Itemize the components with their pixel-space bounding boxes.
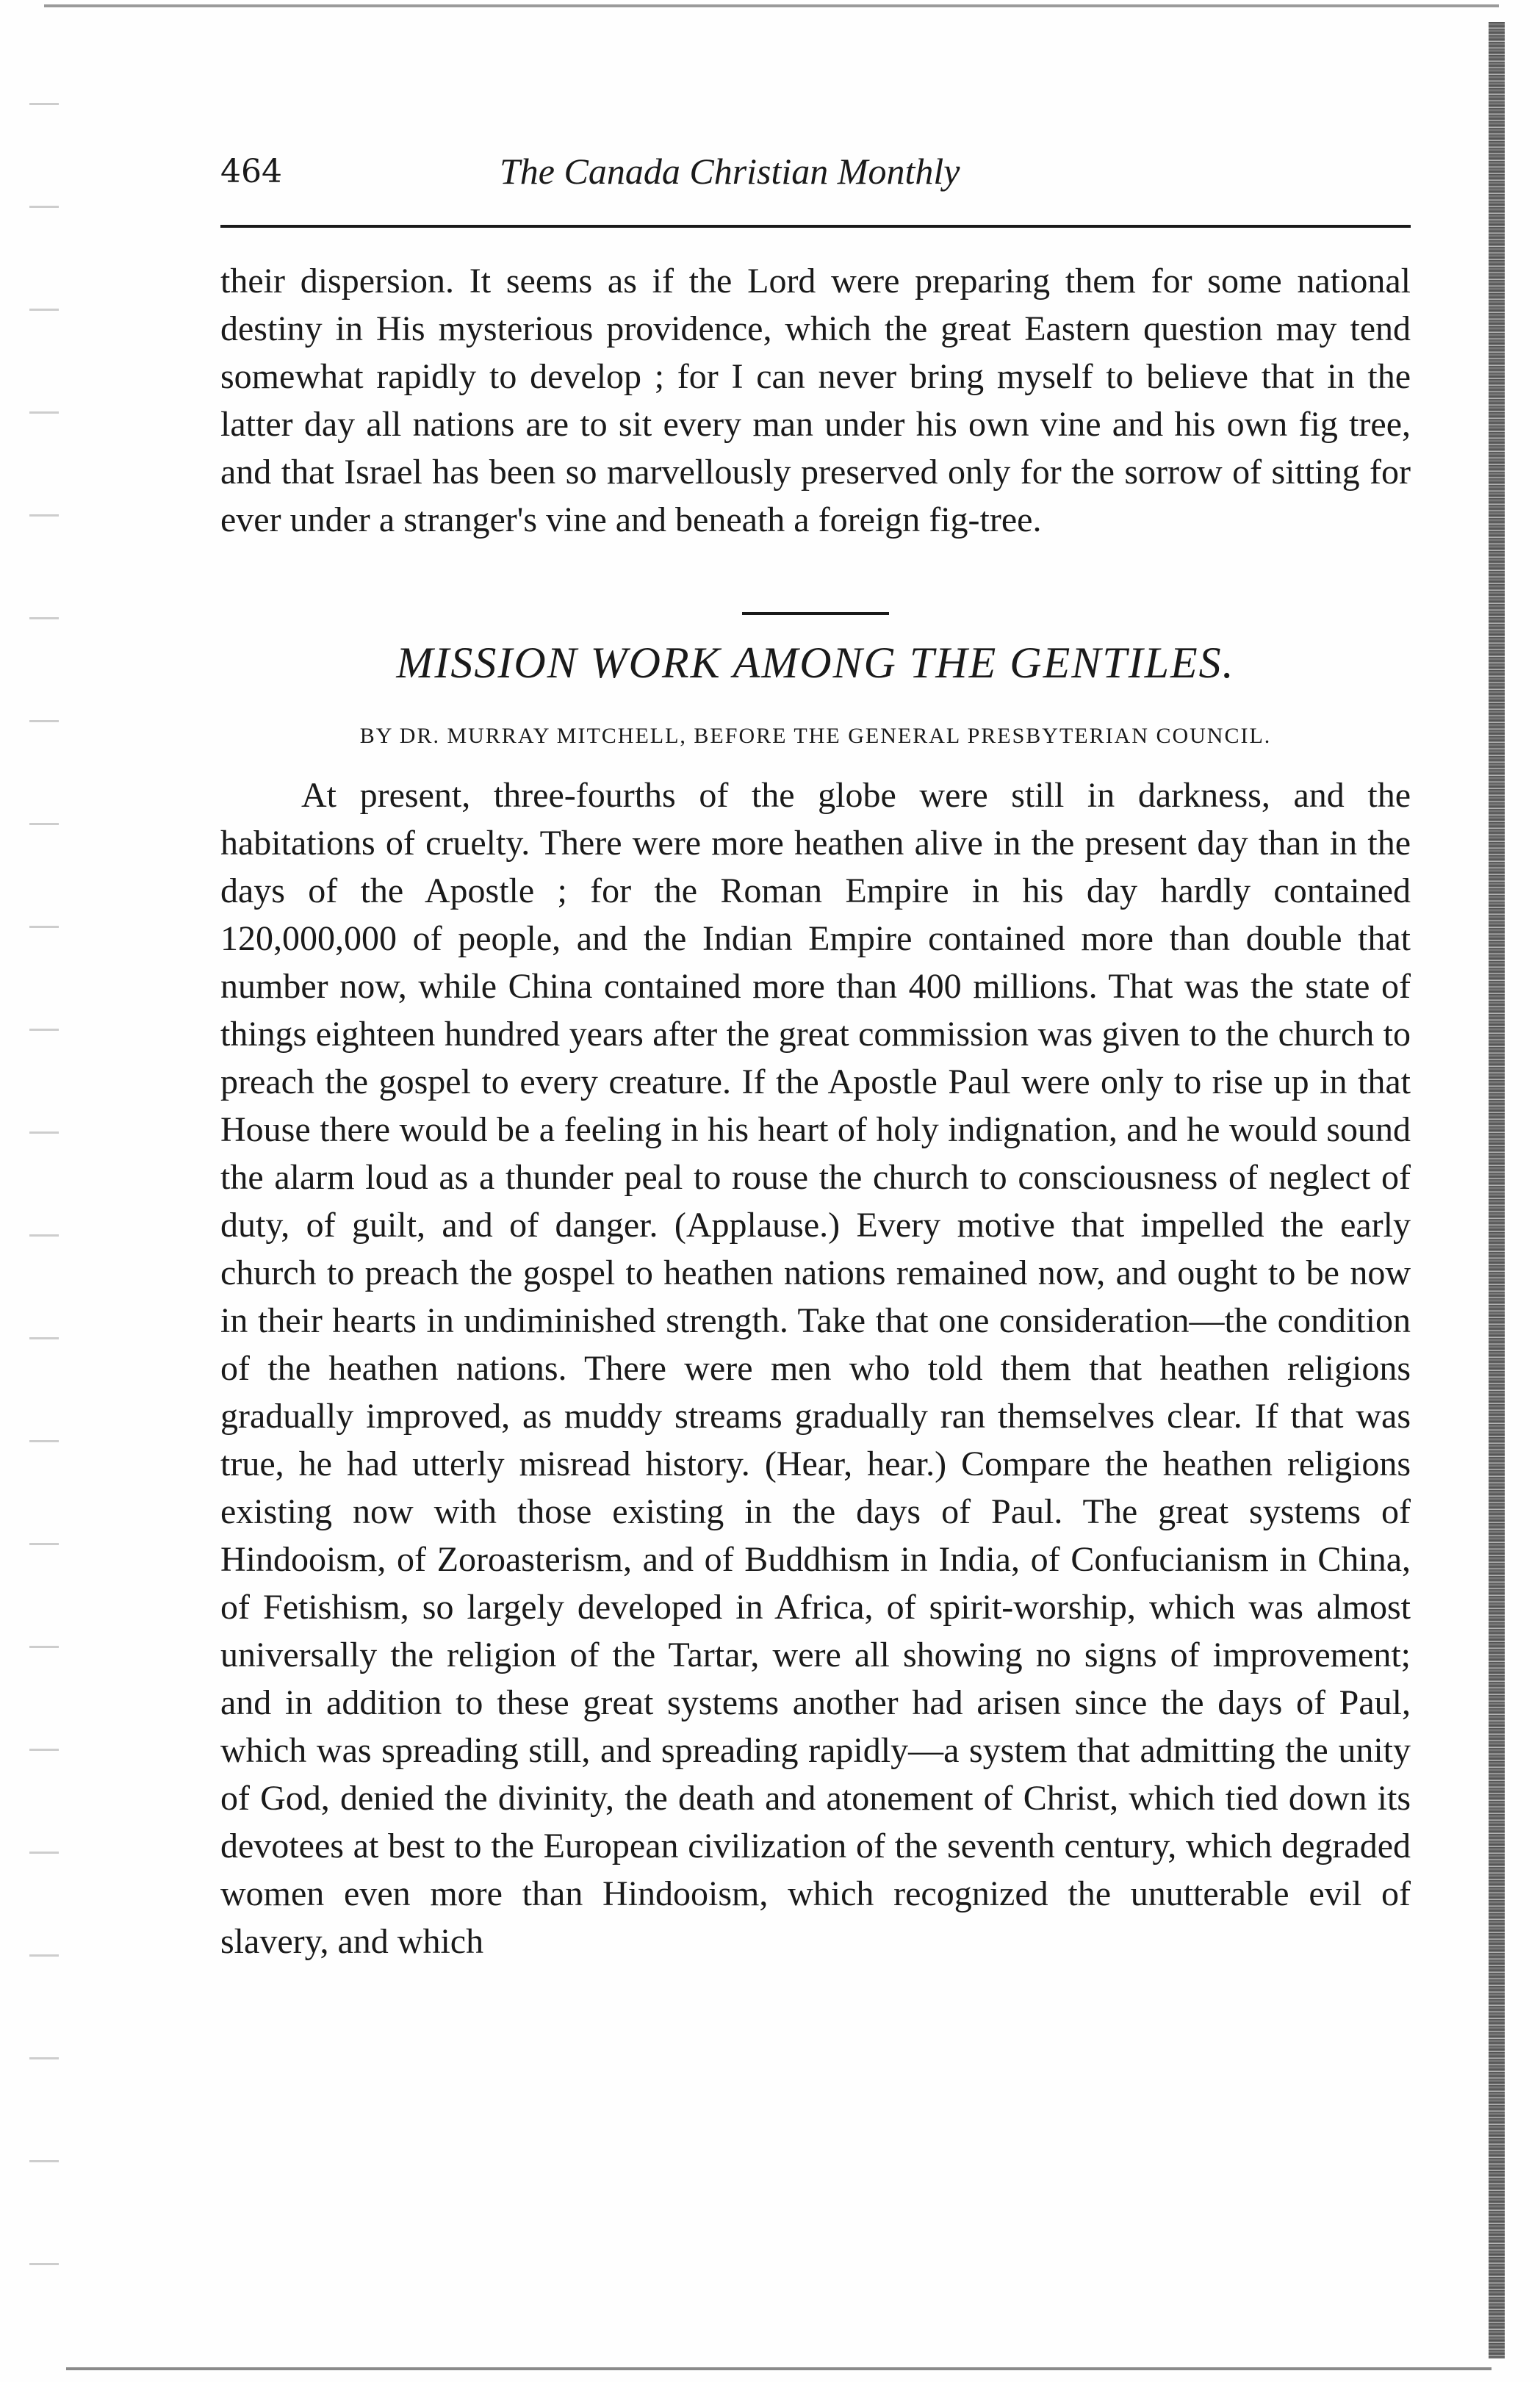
- scan-right-binding-edge: [1489, 22, 1505, 2358]
- scan-top-edge: [44, 4, 1499, 7]
- scan-left-margin-specks: [29, 44, 59, 2322]
- article-paragraph: At present, three-fourths of the globe were still in darkness, and the habitations of cruelty. There were more heathen alive in the present day than in the days of the Apostle ; for the Roman Empire in his day hardly contained 120,000,000 of people, and the Indian Empire contained more than double that number now, while China contained more than 400 millions. That was the state of things eighteen hundred years after the great commission was given to the church to preach the gospel to every creature. If the Apostle Paul were only to rise up in that House there would be a feeling in his heart of holy indignation, and he would sound the alarm loud as a thunder peal to rouse the church to consciousness of neglect of duty, of guilt, and of danger. (Applause.) Every motive that impelled the early church to preach the gospel to heathen nations remained now, and ought to be now in their hearts in undiminished strength. Take that one consideration—the condition of the heathen nations. There were men who told them that heathen religions gradually improved, as muddy streams gradually ran themselves clear. If that was true, he had utterly misread history. (Hear, hear.) Compare the heathen religions existing now with those existing in the days of Paul. The great systems of Hindooism, of Zoroasterism, and of Buddhism in India, of Confucianism in China, of Fetishism, so largely developed in Africa, of spirit-worship, which was almost universally the religion of the Tartar, were all showing no signs of improvement; and in addition to these great systems another had arisen since the days of Paul, which was spreading still, and spreading rapidly—a system that admitting the unity of God, denied the divinity, the death and atonement of Christ, which tied down its devotees at best to the European civilization of the seventh century, which degraded women even more than Hindooism, which recognized the unutterable evil of slavery, and which: [220, 776, 1411, 1961]
- running-title: The Canada Christian Monthly: [500, 151, 960, 192]
- article-title: MISSION WORK AMONG THE GENTILES.: [396, 638, 1235, 687]
- article-byline: BY DR. MURRAY MITCHELL, BEFORE THE GENERAL PRESBYTERIAN COUNCIL.: [359, 724, 1272, 748]
- section-divider: [742, 612, 889, 615]
- page-number: 464: [220, 153, 282, 190]
- continuation-paragraph: their dispersion. It seems as if the Lord were preparing them for some national destiny in His mysterious providence, which the great Eastern question may tend somewhat rapidly to develop ; for I can never bring myself to believe that in the latter day all nations are to sit every man under his own vine and his own fig tree, and that Israel has been so marvellously preserved only for the sorrow of sitting for ever under a stranger's vine and beneath a foreign fig-tree.: [220, 262, 1411, 539]
- page-header: [220, 147, 1411, 198]
- scan-bottom-edge: [66, 2367, 1492, 2370]
- header-rule: [220, 225, 1411, 228]
